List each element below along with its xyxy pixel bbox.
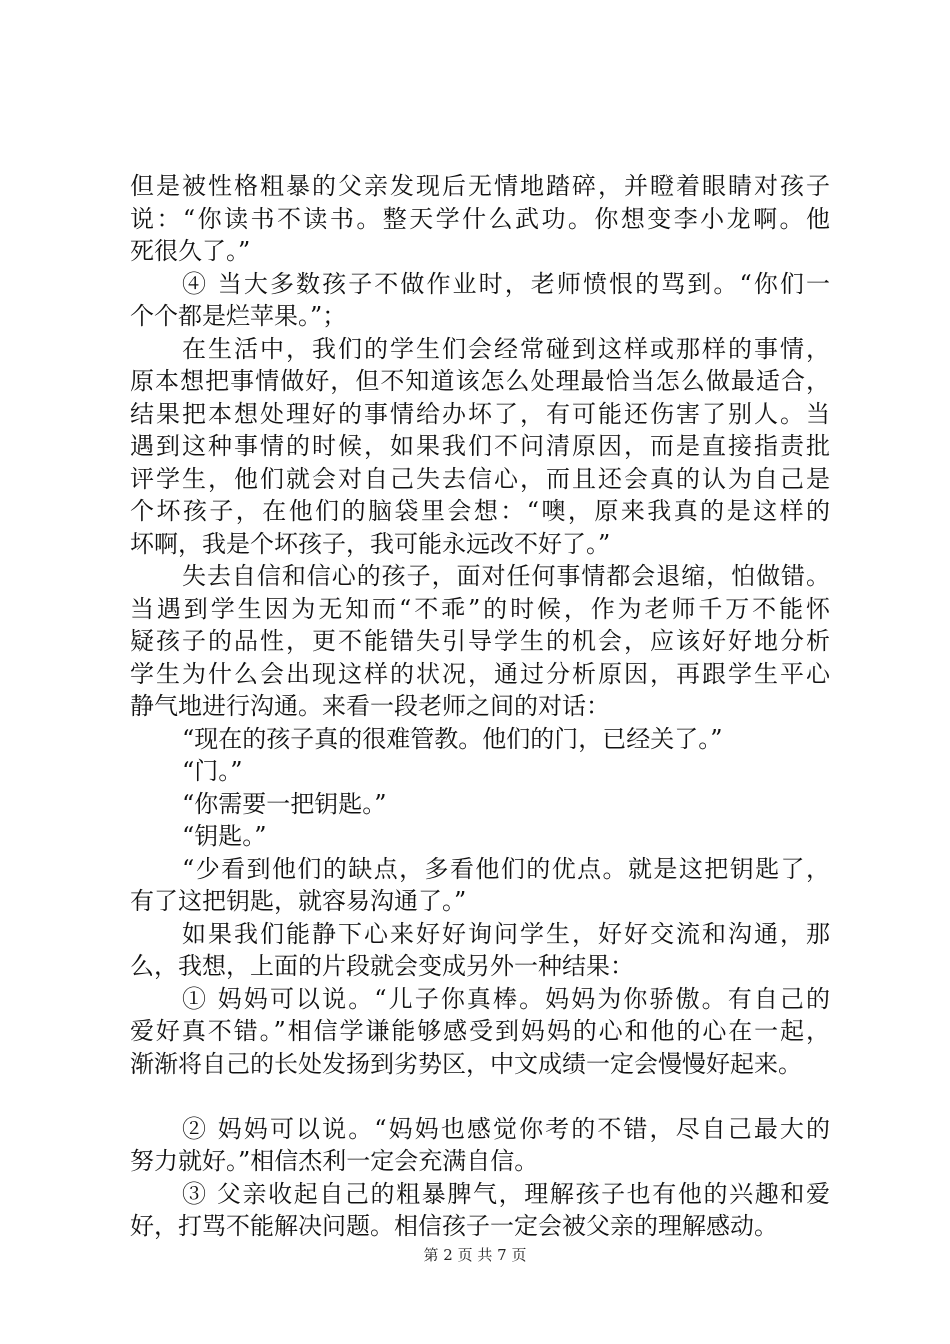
body-text-line: 好，打骂不能解决问题。相信孩子一定会被父亲的理解感动。 bbox=[130, 1212, 778, 1240]
page-footer: 第 2 页 共 7 页 bbox=[423, 1246, 527, 1264]
body-text-line: 如果我们能静下心来好好询问学生，好好交流和沟通，那 bbox=[182, 919, 830, 948]
body-text-line: ④ 当大多数孩子不做作业时，老师愤恨的骂到。“你们一 bbox=[182, 269, 830, 298]
body-text-line: 坏啊，我是个坏孩子，我可能永远改不好了。” bbox=[130, 529, 611, 558]
body-text-line: 在生活中，我们的学生们会经常碰到这样或那样的事情， bbox=[182, 334, 830, 363]
body-text-line: 静气地进行沟通。来看一段老师之间的对话： bbox=[130, 692, 610, 720]
body-text-line: 学生为什么会出现这样的状况，通过分析原因，再跟学生平心 bbox=[130, 659, 830, 688]
body-text-line: ① 妈妈可以说。“儿子你真棒。妈妈为你骄傲。有自己的 bbox=[182, 984, 830, 1013]
body-text-line: 说：“你读书不读书。整天学什么武功。你想变李小龙啊。他 bbox=[130, 204, 830, 233]
body-text-line: 努力就好。”相信杰利一定会充满自信。 bbox=[130, 1147, 539, 1175]
document-body bbox=[130, 170, 830, 1243]
body-text-line: ② 妈妈可以说。“妈妈也感觉你考的不错，尽自己最大的 bbox=[182, 1114, 830, 1143]
body-text-line: 个个都是烂苹果。”； bbox=[130, 302, 347, 330]
body-text-line: “少看到他们的缺点，多看他们的优点。就是这把钥匙了， bbox=[182, 854, 830, 883]
body-text-line: 结果把本想处理好的事情给办坏了，有可能还伤害了别人。当 bbox=[130, 399, 830, 428]
body-text-line: “门。” bbox=[182, 757, 243, 785]
body-text-line: 疑孩子的品性，更不能错失引导学生的机会，应该好好地分析 bbox=[130, 627, 830, 655]
body-text-line: “现在的孩子真的很难管教。他们的门，已经关了。” bbox=[182, 724, 723, 753]
body-text-line: 但是被性格粗暴的父亲发现后无情地踏碎，并瞪着眼睛对孩子 bbox=[130, 172, 830, 200]
body-text-line: 失去自信和信心的孩子，面对任何事情都会退缩，怕做错。 bbox=[182, 562, 830, 590]
blank-line bbox=[130, 1080, 830, 1113]
body-text-line: 爱好真不错。”相信学谦能够感受到妈妈的心和他的心在一起， bbox=[130, 1017, 830, 1045]
body-text-line: 有了这把钥匙，就容易沟通了。” bbox=[130, 887, 467, 915]
body-text-line: ③ 父亲收起自己的粗暴脾气，理解孩子也有他的兴趣和爱 bbox=[182, 1179, 830, 1208]
body-text-line: 么，我想，上面的片段就会变成另外一种结果： bbox=[130, 952, 634, 980]
body-text-line: 当遇到学生因为无知而“不乖”的时候，作为老师千万不能怀 bbox=[130, 594, 830, 623]
body-text-line: 遇到这种事情的时候，如果我们不问清原因，而是直接指责批 bbox=[130, 432, 830, 460]
body-text-line: 死很久了。” bbox=[130, 237, 251, 265]
body-text-line: “钥匙。” bbox=[182, 822, 267, 850]
body-text-line: “你需要一把钥匙。” bbox=[182, 789, 387, 818]
body-text-line: 原本想把事情做好，但不知道该怎么处理最恰当怎么做最适合， bbox=[130, 367, 830, 395]
body-text-line: 渐渐将自己的长处发扬到劣势区，中文成绩一定会慢慢好起来。 bbox=[130, 1049, 802, 1078]
body-text-line: 评学生，他们就会对自己失去信心，而且还会真的认为自己是 bbox=[130, 464, 830, 493]
body-text-line: 个坏孩子，在他们的脑袋里会想：“噢，原来我真的是这样的 bbox=[130, 497, 830, 525]
